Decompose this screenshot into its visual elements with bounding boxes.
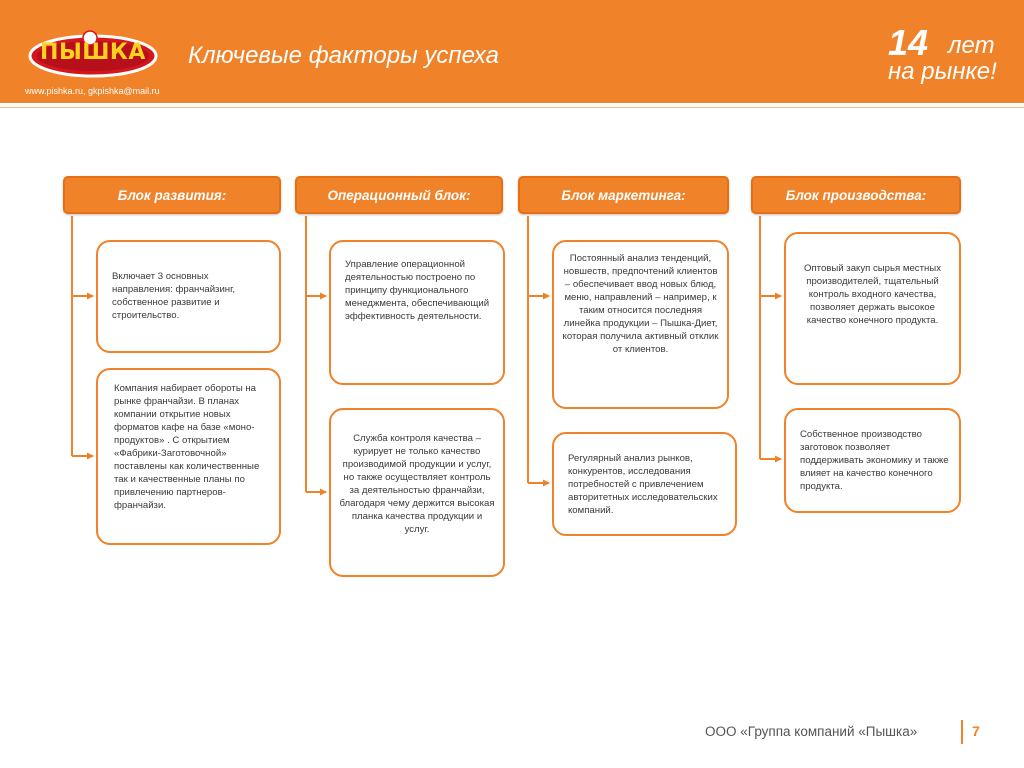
logo-wordmark: ПЫШКА: [40, 40, 146, 65]
footer-company: ООО «Группа компаний «Пышка»: [705, 724, 918, 739]
production-box-1-text: Оптовый закуп сырья местных производителей, тщательный контроль входного качества, позволяет держать высокое качество конечного продукта.: [804, 263, 941, 326]
marketing-box-2: [552, 432, 737, 536]
years-number: 14: [888, 22, 929, 63]
production-box-1: [784, 232, 961, 385]
page-number: 7: [972, 723, 980, 739]
marketing-box-1: [552, 240, 729, 409]
marketing-box-2-text: Регулярный анализ рынков, конкурентов, исследования потребностей с привлечением авторитетных исследовательских компаний.: [568, 453, 718, 516]
page-title: Ключевые факторы успеха: [188, 42, 499, 69]
operational-box-2: [329, 408, 505, 577]
site-contacts[interactable]: www.pishka.ru, gkpishka@mail.ru: [25, 86, 160, 96]
operational-box-1-text: Управление операционной деятельностью построено по принципу функционального менеджмента, обеспечивающий эффективность деятельности.: [345, 259, 490, 322]
development-box-2-text: Компания набирает обороты на рынке франчайзи. В планах компании открытие новых форматов кафе на базе «моно-продуктов» . С открытием «Фабрики-Заготовочной» поставлены как количественные так и качественные планы по привлечению партнеров-франчайзи.: [114, 383, 260, 511]
production-box-2: [784, 408, 961, 513]
years-subtitle: на рынке!: [888, 58, 997, 85]
development-box-2: [96, 368, 281, 545]
block-production-header: Блок производства:: [751, 176, 961, 214]
development-box-1: [96, 240, 281, 353]
operational-box-2-text: Служба контроля качества – курирует не только качество производимой продукции и услуг, но также осуществляет контроль за деятельностью франчайзи, благодаря чему держится высокая планка качества продукции и услуг.: [339, 433, 495, 535]
years-word: лет: [948, 32, 995, 59]
block-development-header: Блок развития:: [63, 176, 281, 214]
development-box-1-text: Включает 3 основных направления: франчайзинг, собственное развитие и строительство.: [112, 271, 236, 321]
block-marketing-header: Блок маркетинга:: [518, 176, 729, 214]
production-box-2-text: Собственное производство заготовок позволяет поддерживать экономику и также влияет на качество конечного продукта.: [800, 429, 949, 492]
footer-separator: [961, 720, 963, 744]
block-operational-header: Операционный блок:: [295, 176, 503, 214]
marketing-box-1-text: Постоянный анализ тенденций, новшеств, предпочтений клиентов – обеспечивает ввод новых блюд, меню, направлений – например, к таким относится последняя линейка продукции – Пышка-Диет, которая получила активный отклик от клиентов.: [562, 253, 719, 355]
operational-box-1: [329, 240, 505, 385]
